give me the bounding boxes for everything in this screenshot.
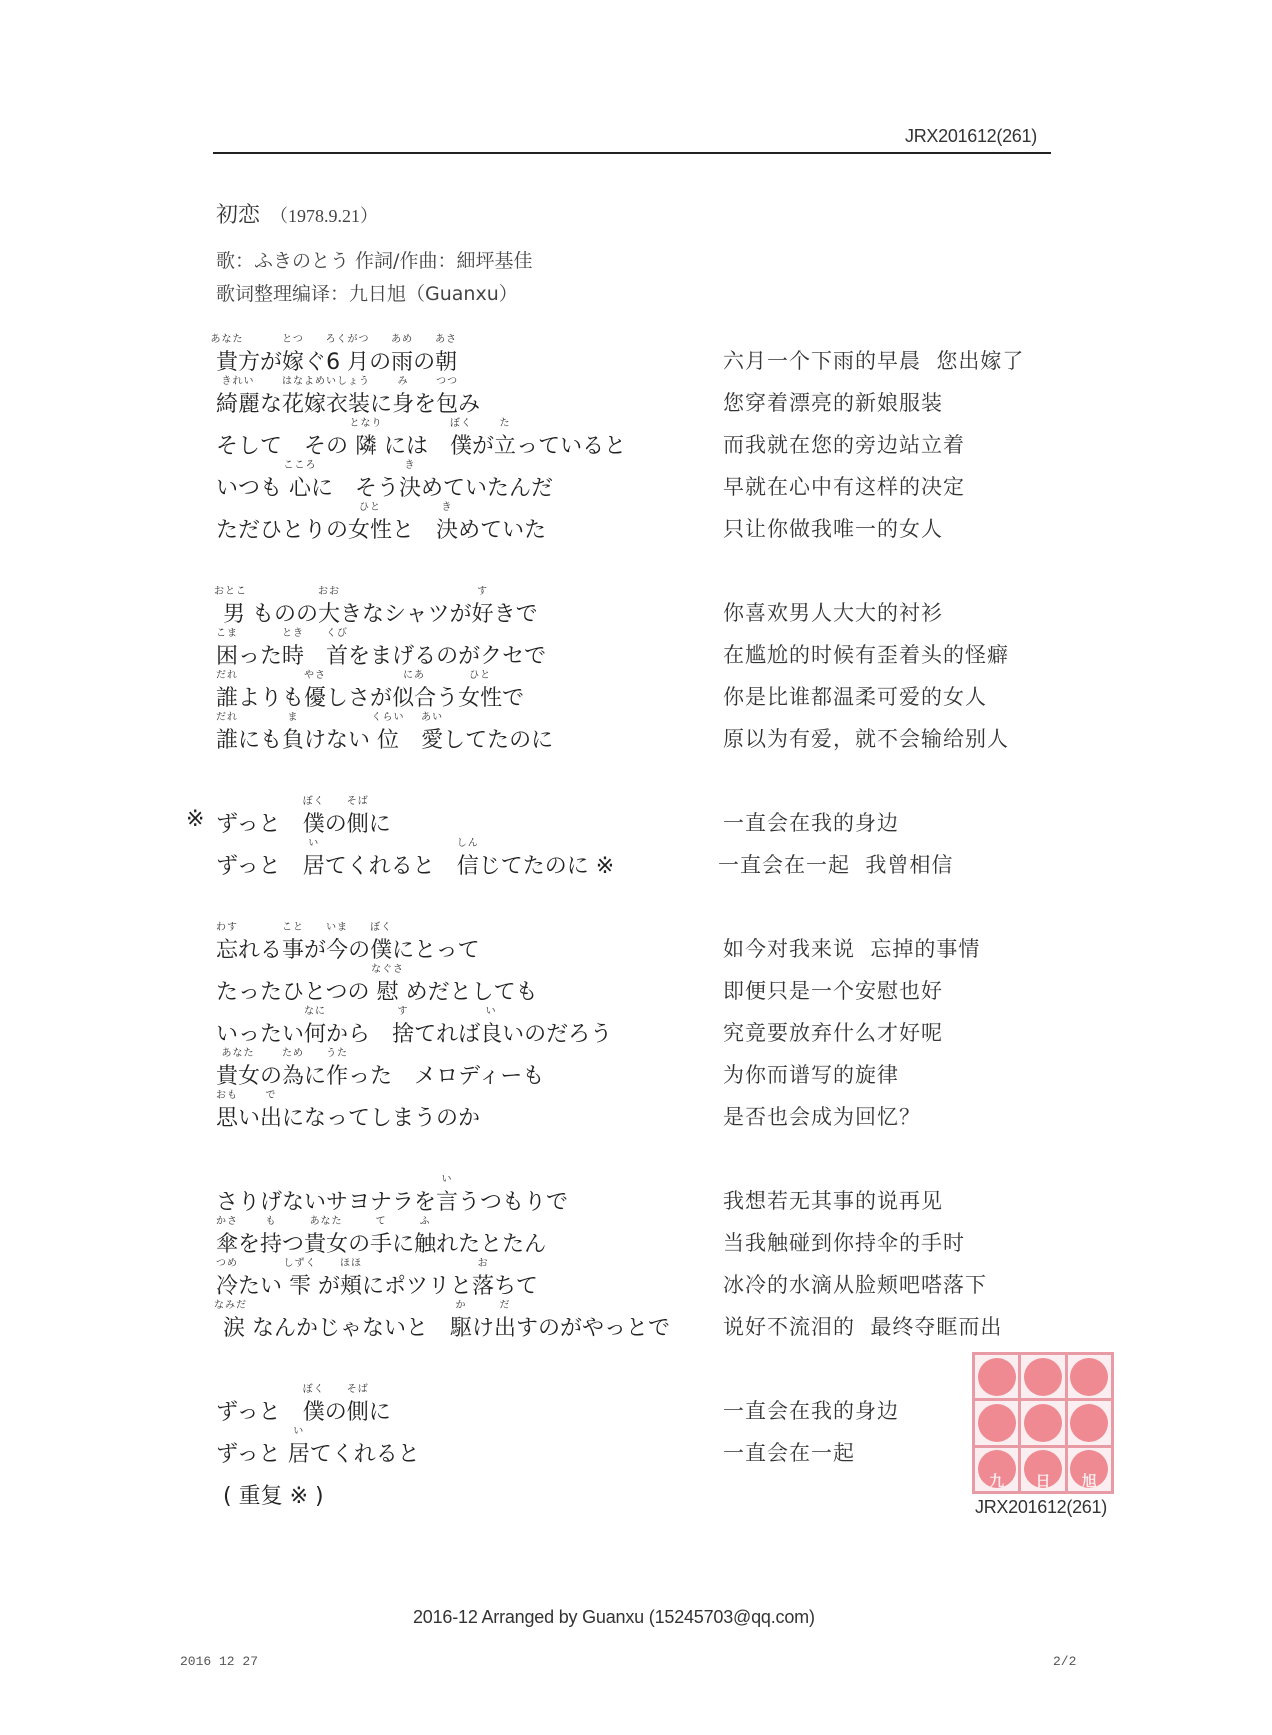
lyric-text: み [458,392,481,417]
ruby-word: 似合 にあ [392,681,436,712]
furigana: だれ [216,670,238,681]
japanese-lyric [214,1300,671,1342]
circle-icon [1024,1358,1062,1396]
furigana: おも [216,1090,238,1101]
chinese-translation: 您穿着漂亮的新娘服装 [723,391,943,415]
song-title: 初恋 [216,203,261,228]
ruby-word: 為 ため [282,1059,304,1090]
lyric-text: さりげないサヨナラを [216,1190,437,1215]
lyric-text: から [326,1022,393,1047]
furigana: あい [421,712,444,723]
ruby-word: 作 うた [326,1059,348,1090]
furigana: あなた [210,334,244,345]
ruby-word: 貴女 あなた [304,1227,348,1258]
logo-char: 九 [989,1471,1005,1490]
furigana: あめ [391,334,414,345]
furigana: か [455,1300,467,1311]
ruby-word: 身 み [392,387,414,418]
furigana: つめ [216,1258,238,1269]
furigana: うた [326,1048,349,1059]
furigana: た [499,418,511,429]
jiurixu-logo [972,1352,1114,1494]
chinese-translation: 是否也会成为回忆？ [723,1105,921,1129]
ruby-word: 頬 ほほ [340,1269,362,1300]
header-rule [213,152,1051,154]
circle-icon [978,1358,1016,1396]
ruby-word: 僕 ぼく [303,1395,325,1426]
ruby-word: 愛 あい [421,723,443,754]
lyric-text: ( 重复 ※ ) [216,1484,324,1509]
lyric-text: の [348,938,371,963]
logo-cell [1021,1448,1064,1491]
ruby-word: 雫 しずく [289,1269,311,1300]
lyric-text: きなシャツが [340,602,472,627]
lyric-text: で [502,686,525,711]
furigana: わす [216,922,238,933]
lyric-text: にとって [392,938,480,963]
ruby-word: 信 しん [457,849,479,880]
furigana: み [397,376,409,387]
lyric-text: に [392,1232,415,1257]
chinese-translation: 一直会在一起 我曾相信 [718,853,954,877]
furigana: も [265,1216,277,1227]
lyric-text: いつも [216,476,289,501]
ruby-word: 今 いま [326,933,348,964]
lyric-text: い [238,1106,261,1131]
lyric-text: 方が [238,350,283,375]
lyric-text: け [472,1316,495,1341]
lyric-text: いのだろう [502,1022,613,1047]
chinese-translation: 你喜欢男人大大的衬衫 [723,601,943,625]
lyric-text: ものの [245,602,318,627]
furigana: い [485,1006,497,1017]
ruby-word: 言 い [436,1185,458,1216]
page-number: 2/2 [1053,1654,1077,1669]
furigana: い [308,838,320,849]
furigana: て [375,1216,387,1227]
japanese-lyric [216,1426,420,1468]
chinese-translation: 而我就在您的旁边站立着 [723,433,965,457]
ruby-word: 首 くび [326,639,348,670]
lyric-text: てくれると [309,1442,420,1467]
ruby-word: 男 おとこ [216,597,245,628]
lyric-text: の [324,812,347,837]
lyric-text: になってしまうのか [282,1106,481,1131]
lyric-text: ずっと [216,1442,288,1467]
ruby-word: 僕 ぼく [450,429,472,460]
japanese-lyric [216,1258,538,1300]
song-credit-artist: 歌：ふきのとう 作詞/作曲：細坪基佳 [216,250,533,272]
furigana: ひと [469,670,492,681]
furigana: そば [346,1384,369,1395]
furigana: あさ [435,334,458,345]
japanese-lyric [216,712,554,754]
lyric-text: めていたんだ [421,476,554,501]
lyric-text: ちて [494,1274,538,1299]
ruby-word: 女性 ひと [458,681,502,712]
song-date: （1978.9.21） [270,206,379,226]
japanese-lyric [216,460,554,502]
lyric-text: と [392,518,437,543]
lyric-text: そして その [216,434,355,459]
ruby-word: 何 なに [304,1017,326,1048]
furigana: くらい [371,712,405,723]
furigana: ほほ [340,1258,363,1269]
ruby-word: 雨 あめ [391,345,413,376]
lyric-text [399,723,421,754]
furigana: となり [349,418,383,429]
furigana: とき [282,628,305,639]
ruby-word: 包 つつ [436,387,458,418]
lyric-text: が [311,1274,341,1299]
lyric-text: めだとしても [398,980,538,1005]
chinese-translation: 原以为有爱，就不会输给别人 [723,727,1009,751]
furigana: あなた [309,1216,343,1227]
furigana: おとこ [214,586,247,597]
chorus-mark: ※ [186,807,205,832]
lyric-text: れたとたん [436,1232,547,1257]
logo-char: 日 [1035,1471,1051,1490]
logo-cell [975,1401,1018,1444]
arranger-credit: 2016-12 Arranged by Guanxu (15245703@qq.com) [413,1607,815,1627]
japanese-lyric [216,1006,613,1048]
chinese-translation: 只让你做我唯一的女人 [723,517,943,541]
ruby-word: 出 で [260,1101,282,1132]
logo-cell [1068,1355,1111,1398]
lyric-text: たい [238,1274,290,1299]
ruby-word: 女性 ひと [348,513,392,544]
lyric-text: にポツリと [362,1274,473,1299]
ruby-word: 大 おお [318,597,340,628]
lyric-text: にも [238,728,283,753]
furigana: ぼく [302,1384,325,1395]
lyric-text: を [238,1232,261,1257]
japanese-lyric [216,1479,324,1510]
circle-icon [1070,1358,1108,1396]
ruby-word: 駆 か [450,1311,472,1342]
furigana: き [441,502,453,513]
ruby-word: 貴 あなた [216,345,238,376]
lyric-text: な [260,392,283,417]
lyric-text: てれば [414,1022,481,1047]
chinese-translation: 当我触碰到你持伞的手时 [723,1231,965,1255]
furigana: そば [346,796,369,807]
logo-cell [975,1355,1018,1398]
lyric-text: たったひとつの [216,980,377,1005]
circle-icon [978,1404,1016,1442]
ruby-word: 嫁 とつ [282,345,304,376]
lyric-text: うつもりで [458,1190,569,1215]
furigana: い [293,1426,305,1437]
furigana: ろくがつ [325,334,370,345]
furigana: ひと [359,502,382,513]
ruby-word: 僕 ぼく [370,933,392,964]
furigana: きれい [221,376,255,387]
furigana: しん [456,838,479,849]
lyric-text: してたのに [443,728,554,753]
furigana: かさ [216,1216,238,1227]
lyric-text: しさが [326,686,393,711]
logo-cell [1068,1448,1111,1491]
chinese-translation: 如今对我来说 忘掉的事情 [723,937,981,961]
furigana: す [477,586,489,597]
logo-cell [1068,1401,1111,1444]
ruby-word: 困 こま [216,639,238,670]
ruby-word: 立 た [494,429,516,460]
furigana: ぼく [450,418,473,429]
circle-icon [1024,1404,1062,1442]
lyric-text: じてたのに ※ [478,854,615,879]
lyric-text: に [368,812,391,837]
furigana: い [441,1174,453,1185]
furigana: やさ [304,670,327,681]
furigana: おお [318,586,340,597]
ruby-word: 貴女 あなた [216,1059,260,1090]
japanese-lyric [216,1216,547,1258]
ruby-word: 朝 あさ [435,345,457,376]
japanese-lyric [216,1090,481,1132]
furigana: ぼく [302,796,325,807]
ruby-word: 決 き [399,471,421,502]
ruby-word: 触 ふ [414,1227,436,1258]
lyric-text: の [369,350,392,375]
ruby-word: 側 そば [347,1395,369,1426]
lyric-text: よりも [238,686,305,711]
logo-char: 旭 [1081,1471,1097,1490]
furigana: で [265,1090,277,1101]
lyric-text: すのがやっとで [516,1316,671,1341]
lyric-text: をまげるのがクセで [348,644,547,669]
japanese-lyric [216,922,480,964]
chinese-translation: 在尴尬的时候有歪着头的怪癖 [723,643,1009,667]
lyric-text: の [260,1064,283,1089]
furigana: にあ [403,670,426,681]
ruby-word: 忘 わす [216,933,238,964]
ruby-word: 事 こと [282,933,304,964]
furigana: いま [326,922,349,933]
furigana: だれ [216,712,238,723]
ruby-word: 6 月 ろくがつ [326,345,369,376]
japanese-lyric [216,670,525,712]
ruby-word: 僕 ぼく [303,807,325,838]
chinese-translation: 即便只是一个安慰也好 [723,979,943,1003]
ruby-word: 負 ま [282,723,304,754]
ruby-word: 花嫁衣装 はなよめいしょう [282,387,370,418]
lyric-text: いったい [216,1022,305,1047]
ruby-word: 居 い [288,1437,310,1468]
song-credit-translator: 歌词整理编译：九日旭（Guanxu） [216,283,518,305]
ruby-word: 慰 なぐさ [377,975,399,1006]
japanese-lyric [216,376,481,418]
ruby-word: 好 す [472,597,494,628]
lyric-text: つ [282,1232,305,1257]
furigana: つつ [436,376,459,387]
furigana: き [404,460,416,471]
chinese-translation: 你是比谁都温柔可爱的女人 [723,685,987,709]
furigana: だ [499,1300,511,1311]
lyric-text: ただひとりの [216,518,349,543]
lyric-text: に [304,1064,327,1089]
lyric-text: ずっと [216,854,303,879]
ruby-word: 持 も [260,1227,282,1258]
furigana: とつ [282,334,304,345]
chinese-translation: 早就在心中有这样的决定 [723,475,965,499]
chinese-translation: 一直会在一起 [723,1441,855,1465]
ruby-word: 決 き [436,513,458,544]
ruby-word: 出 だ [494,1311,516,1342]
furigana: お [477,1258,489,1269]
japanese-lyric [214,586,538,628]
song-title-block [216,198,378,229]
chinese-translation: 冰冷的水滴从脸颊吧嗒落下 [723,1273,987,1297]
document-id-header: JRX201612(261) [905,126,1037,146]
lyric-text: う [436,686,459,711]
lyric-text: めていた [458,518,547,543]
logo-cell [1021,1401,1064,1444]
print-date: 2016 12 27 [180,1654,259,1669]
furigana: なに [304,1006,327,1017]
lyric-text: ずっと [216,1400,303,1425]
lyric-text: の [324,1400,347,1425]
lyric-text: った メロディーも [348,1064,545,1089]
ruby-word: 側 そば [347,807,369,838]
ruby-word: 隣 となり [355,429,377,460]
furigana: くび [326,628,349,639]
lyric-text: に [370,392,393,417]
chinese-translation: 一直会在我的身边 [723,811,899,835]
ruby-word: 誰 だれ [216,723,238,754]
ruby-word: 手 て [370,1227,392,1258]
lyric-text: が [304,938,327,963]
lyric-text: きで [493,602,538,627]
furigana: はなよめいしょう [282,376,371,387]
furigana: こま [216,628,238,639]
ruby-word: 思 おも [216,1101,238,1132]
ruby-word: 誰 だれ [216,681,238,712]
ruby-word: 心 こころ [289,471,311,502]
lyric-text: てくれると [324,854,457,879]
chinese-translation: 我想若无其事的说再见 [723,1189,943,1213]
lyric-text: った [238,644,283,669]
japanese-lyric [216,418,627,460]
ruby-word: 綺麗 きれい [216,387,260,418]
ruby-word: 涙 なみだ [216,1311,245,1342]
lyric-text: に [368,1400,391,1425]
furigana: なぐさ [371,964,405,975]
japanese-lyric [216,838,615,880]
ruby-word: 優 やさ [304,681,326,712]
lyric-text: には [377,434,451,459]
ruby-word: 捨 す [392,1017,414,1048]
chinese-translation: 究竟要放弃什么才好呢 [723,1021,943,1045]
furigana: なみだ [214,1300,247,1311]
ruby-word: 落 お [472,1269,494,1300]
lyric-text: れる [238,938,283,963]
logo-cell [1021,1355,1064,1398]
japanese-lyric [216,796,391,838]
japanese-lyric [216,502,547,544]
chinese-translation: 为你而谱写的旋律 [723,1063,899,1087]
lyric-text: ぐ [304,350,327,375]
furigana: こころ [283,460,317,471]
furigana: あなた [221,1048,255,1059]
ruby-word: 時 とき [282,639,304,670]
lyric-text: の [348,1232,371,1257]
furigana: ぼく [370,922,393,933]
japanese-lyric [216,628,547,670]
logo-caption: JRX201612(261) [975,1497,1107,1517]
furigana: ま [287,712,299,723]
lyric-text: けない [304,728,378,753]
lyric-text: の [413,350,436,375]
lyric-text: に そう [311,476,400,501]
ruby-word: 冷 つめ [216,1269,238,1300]
lyric-text: が [472,434,495,459]
logo-cell [975,1448,1018,1491]
furigana: ため [282,1048,305,1059]
ruby-word: 位 くらい [377,723,399,754]
lyric-text: っていると [516,434,627,459]
circle-icon [1070,1404,1108,1442]
ruby-word: 良 い [480,1017,502,1048]
furigana: す [397,1006,409,1017]
chinese-translation: 六月一个下雨的早晨 您出嫁了 [723,349,1025,373]
furigana: しずく [283,1258,317,1269]
ruby-word: 居 い [303,849,325,880]
chinese-translation: 一直会在我的身边 [723,1399,899,1423]
furigana: こと [282,922,305,933]
lyric-text: ずっと [216,812,303,837]
lyric-text: なんかじゃないと [245,1316,450,1341]
ruby-word: 傘 かさ [216,1227,238,1258]
lyric-text: を [414,392,437,417]
chinese-translation: 说好不流泪的 最终夺眶而出 [723,1315,1003,1339]
furigana: ふ [419,1216,431,1227]
